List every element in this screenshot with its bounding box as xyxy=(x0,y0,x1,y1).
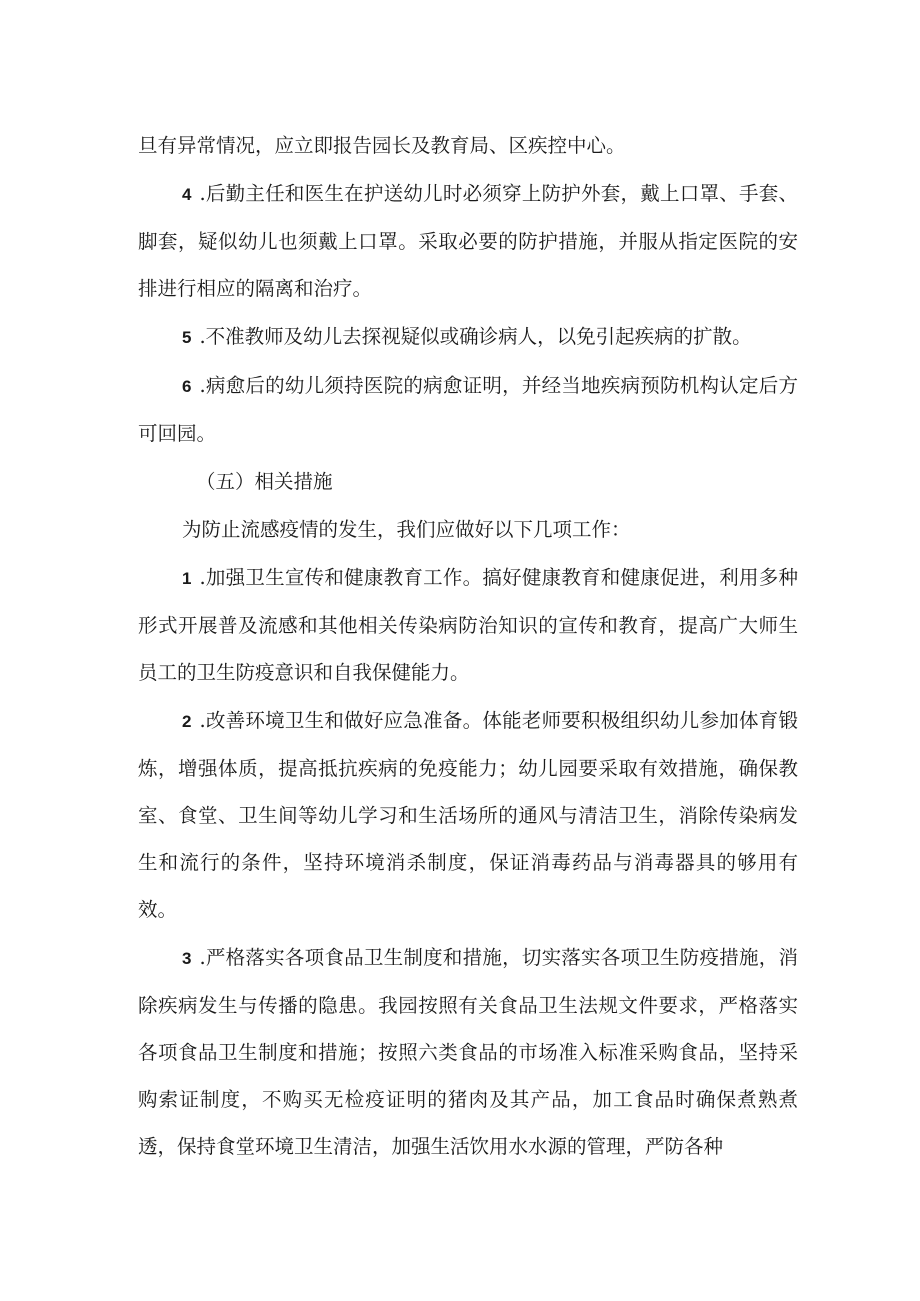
item-number: 4 xyxy=(182,185,192,204)
paragraph-item-1 xyxy=(138,554,798,696)
document-body xyxy=(138,122,798,1170)
item-number: 2 xyxy=(182,712,192,731)
paragraph-item-4 xyxy=(138,170,798,312)
paragraph-text: .不准教师及幼儿去探视疑似或确诊病人，以免引起疾病的扩散。 xyxy=(199,325,752,348)
item-number: 1 xyxy=(182,569,192,588)
item-number: 6 xyxy=(182,377,192,396)
paragraph-text: .病愈后的幼儿须持医院的病愈证明，并经当地疾病预防机构认定后方可回园。 xyxy=(138,374,798,445)
paragraph-item-3 xyxy=(138,934,798,1170)
paragraph-text: 为防止流感疫情的发生，我们应做好以下几项工作： xyxy=(182,518,631,541)
paragraph-text: 旦有异常情况，应立即报告园长及教育局、区疾控中心。 xyxy=(138,134,626,157)
paragraph-text: .严格落实各项食品卫生制度和措施，切实落实各项卫生防疫措施，消除疾病发生与传播的隐患。我园按照有关食品卫生法规文件要求，严格落实各项食品卫生制度和措施；按照六类食品的市场准入标准采购食品，坚持采购索证制度，不购买无检疫证明的猪肉及其产品，加工食品时确保煮熟煮透，保持食堂环境卫生清洁，加强生活饮用水水源的管理，严防各种 xyxy=(138,946,798,1158)
paragraph-text: .改善环境卫生和做好应急准备。体能老师要积极组织幼儿参加体育锻炼，增强体质，提高抵抗疾病的免疫能力；幼儿园要采取有效措施，确保教室、食堂、卫生间等幼儿学习和生活场所的通风与清洁卫生，消除传染病发生和流行的条件，坚持环境消杀制度，保证消毒药品与消毒器具的够用有效。 xyxy=(138,709,798,921)
item-number: 3 xyxy=(182,949,192,968)
paragraph-intro xyxy=(138,506,798,553)
paragraph-continuation xyxy=(138,122,798,169)
item-number: 5 xyxy=(182,328,192,347)
section-heading xyxy=(138,458,798,505)
paragraph-text: .后勤主任和医生在护送幼儿时必须穿上防护外套，戴上口罩、手套、脚套，疑似幼儿也须戴上口罩。采取必要的防护措施，并服从指定医院的安排进行相应的隔离和治疗。 xyxy=(138,182,798,300)
paragraph-item-6 xyxy=(138,362,798,457)
paragraph-item-2 xyxy=(138,697,798,933)
section-heading-text: （五）相关措施 xyxy=(196,470,333,493)
paragraph-item-5 xyxy=(138,313,798,361)
paragraph-text: .加强卫生宣传和健康教育工作。搞好健康教育和健康促进，利用多种形式开展普及流感和其他相关传染病防治知识的宣传和教育，提高广大师生员工的卫生防疫意识和自我保健能力。 xyxy=(138,566,798,684)
